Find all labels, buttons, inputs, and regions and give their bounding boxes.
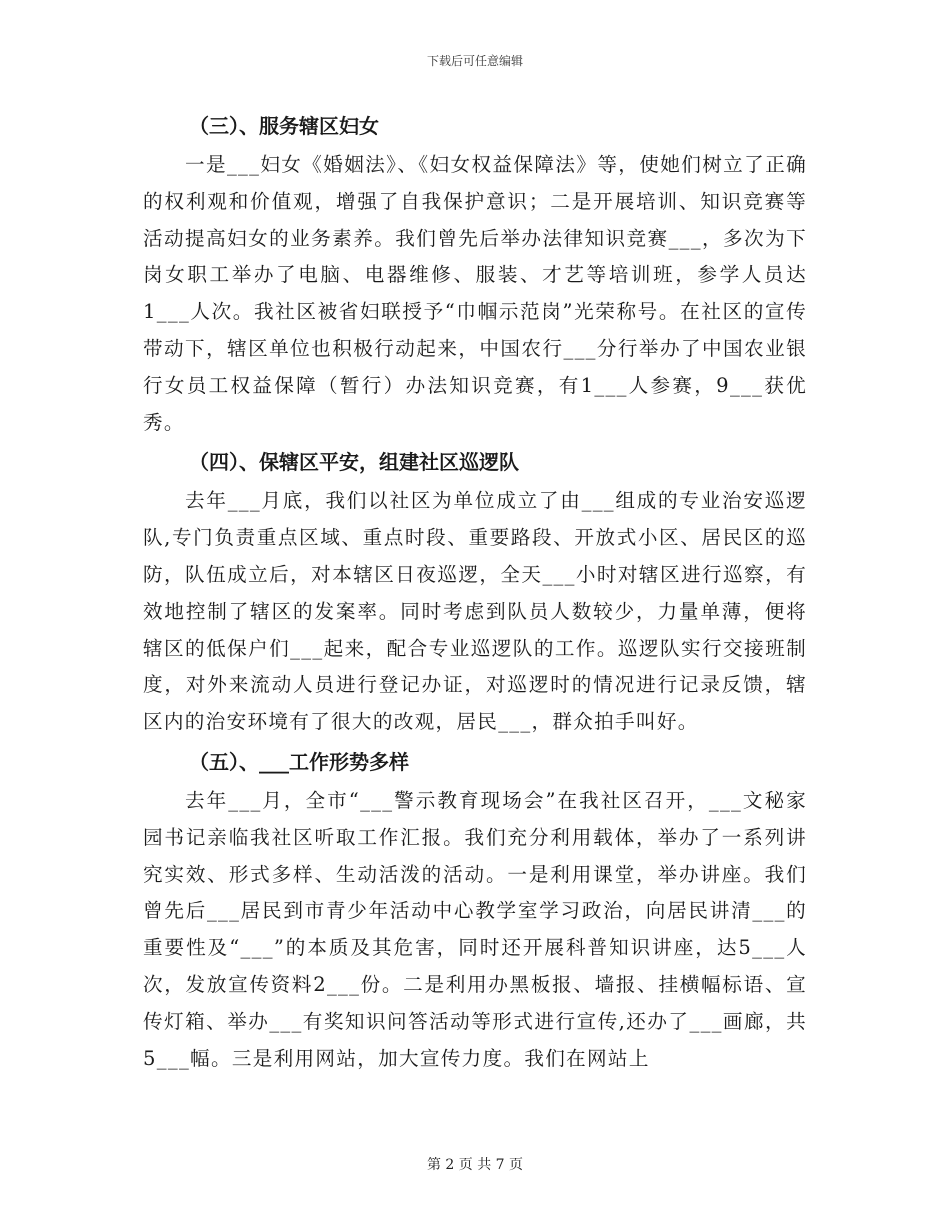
section-heading-3: （三）、服务辖区妇女 [189,114,379,138]
section-4-paragraph: 去年___月底，我们以社区为单位成立了由___组成的专业治安巡逻队,专门负责重点区域、重点时段、重要路段、开放式小区、居民区的巡防，队伍成立后，对本辖区日夜巡逻，全天___小时对辖区进行巡察，有效地控制了辖区的发案率。同时考虑到队员人数较少，力量单薄，便将辖区的低保户们___起来，配合专业巡逻队的工作。巡逻队实行交接班制度，对外来流动人员进行登记办证，对巡逻时的情况进行记录反馈，辖区内的治安环境有了很大的改观，居民___，群众拍手叫好。 [143,489,807,734]
section-5-paragraph: 去年___月，全市“___警示教育现场会”在我社区召开，___文秘家园书记亲临我社区听取工作汇报。我们充分利用载体，举办了一系列讲究实效、形式多样、生动活泼的活动。一是利用课堂，举办讲座。我们曾先后___居民到市青少年活动中心教学室学习政治，向居民讲清___的重要性及“___”的本质及其危害，同时还开展科普知识讲座，达5___人次，发放宣传资料2___份。二是利用办黑板报、墙报、挂横幅标语、宣传灯箱、举办___有奖知识问答活动等形式进行宣传,还办了___画廊，共5___幅。三是利用网站，加大宣传力度。我们在网站上 [143,788,807,1070]
section-3-paragraph: 一是___妇女《婚姻法》、《妇女权益保障法》等，使她们树立了正确的权利观和价值观，增强了自我保护意识；二是开展培训、知识竞赛等活动提高妇女的业务素养。我们曾先后举办法律知识竞赛___，多次为下岗女职工举办了电脑、电器维修、服装、才艺等培训班，参学人员达1___人次。我社区被省妇联授予“巾帼示范岗”光荣称号。在社区的宣传带动下，辖区单位也积极行动起来，中国农行___分行举办了中国农业银行女员工权益保障（暂行）办法知识竞赛，有1___人参赛，9___获优秀。 [143,153,807,434]
page-number-footer: 第 2 页 共 7 页 [426,1157,524,1173]
section-heading-4: （四）、保辖区平安，组建社区巡逻队 [189,450,519,475]
page-header-note: 下载后可任意编辑 [426,54,523,68]
section-heading-5: （五）、___工作形势多样 [189,749,409,774]
document-body [143,105,807,1077]
